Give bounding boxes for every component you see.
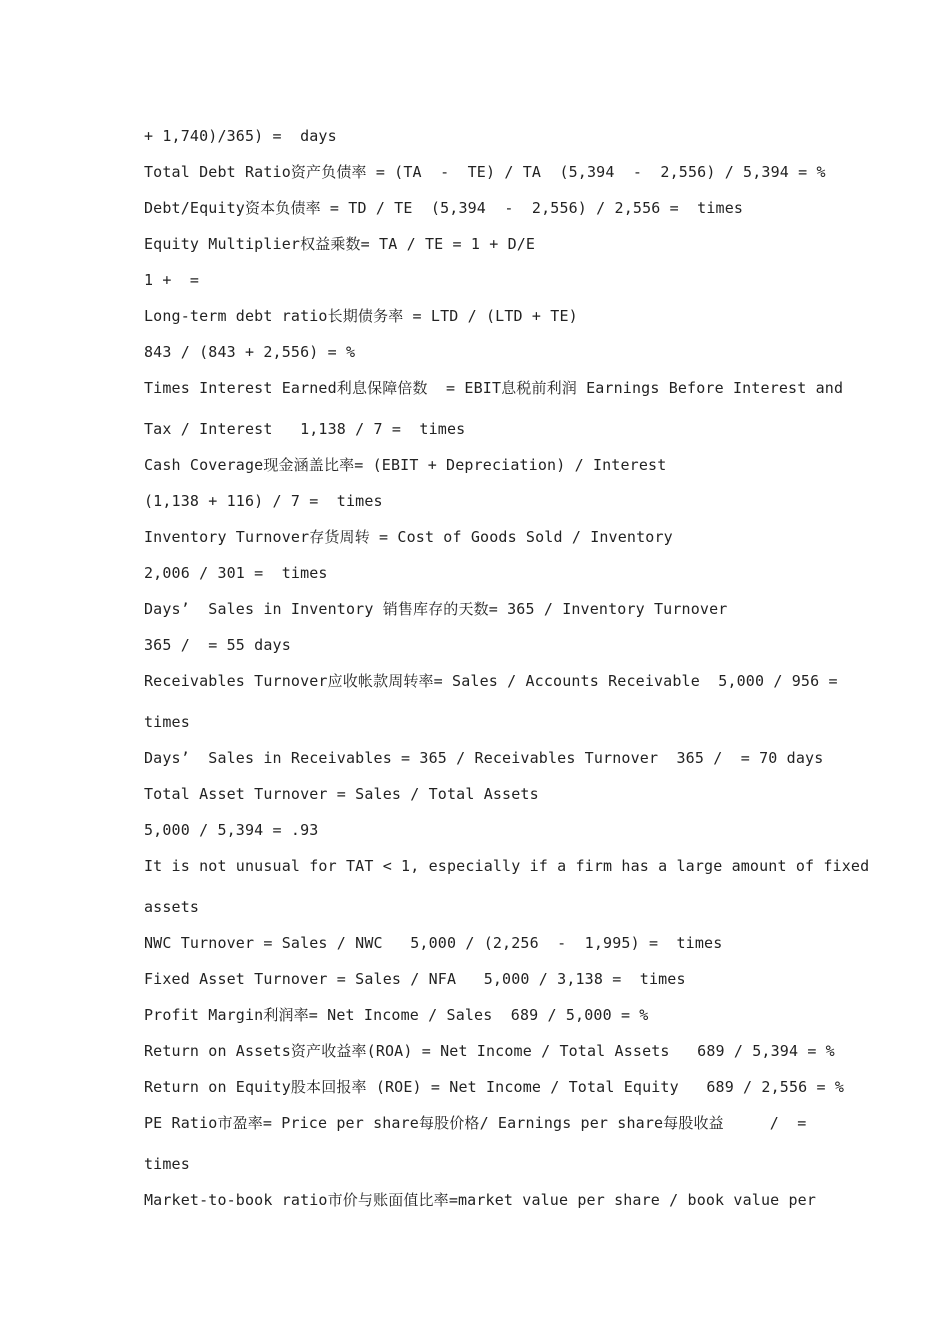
text-line: Inventory Turnover存货周转 = Cost of Goods Sold / Inventory <box>144 528 673 546</box>
text-line: Days’ Sales in Receivables = 365 / Receivables Turnover 365 / = 70 days <box>144 749 824 767</box>
text-line: (1,138 + 116) / 7 = times <box>144 492 383 510</box>
text-line: 5,000 / 5,394 = .93 <box>144 821 319 839</box>
text-line: Tax / Interest 1,138 / 7 = times <box>144 420 466 438</box>
text-line: PE Ratio市盈率= Price per share每股价格/ Earnings per share每股收益 / = <box>144 1114 807 1132</box>
text-line: Total Asset Turnover = Sales / Total Assets <box>144 785 539 803</box>
text-line: Return on Equity股本回报率 (ROE) = Net Income / Total Equity 689 / 2,556 = % <box>144 1078 845 1096</box>
text-line: + 1,740)/365) = days <box>144 127 337 145</box>
text-line: Fixed Asset Turnover = Sales / NFA 5,000 / 3,138 = times <box>144 970 686 988</box>
document-body <box>144 124 870 1224</box>
text-line: Debt/Equity资本负债率 = TD / TE (5,394 - 2,556) / 2,556 = times <box>144 199 744 217</box>
text-line: Long-term debt ratio长期债务率 = LTD / (LTD + TE) <box>144 307 578 325</box>
text-line: NWC Turnover = Sales / NWC 5,000 / (2,256 - 1,995) = times <box>144 934 723 952</box>
text-line: Receivables Turnover应收帐款周转率= Sales / Accounts Receivable 5,000 / 956 = <box>144 672 838 690</box>
text-line: 843 / (843 + 2,556) = % <box>144 343 356 361</box>
text-line: Cash Coverage现金涵盖比率= (EBIT + Depreciation) / Interest <box>144 456 667 474</box>
text-line: Total Debt Ratio资产负债率 = (TA - TE) / TA (5,394 - 2,556) / 5,394 = % <box>144 163 826 181</box>
text-line: Return on Assets资产收益率(ROA) = Net Income / Total Assets 689 / 5,394 = % <box>144 1042 835 1060</box>
text-line: Market-to-book ratio市价与账面值比率=market value per share / book value per <box>144 1191 817 1209</box>
text-line: 365 / = 55 days <box>144 636 291 654</box>
text-line: Days’ Sales in Inventory 销售库存的天数= 365 / Inventory Turnover <box>144 600 728 618</box>
text-line: 2,006 / 301 = times <box>144 564 328 582</box>
text-line: assets <box>144 898 200 916</box>
text-line: times <box>144 1155 190 1173</box>
text-line: times <box>144 713 190 731</box>
text-line: It is not unusual for TAT < 1, especially if a firm has a large amount of fixed <box>144 857 870 875</box>
text-line: 1 + = <box>144 271 200 289</box>
text-line: Times Interest Earned利息保障倍数 = EBIT息税前利润 Earnings Before Interest and <box>144 379 844 397</box>
text-line: Equity Multiplier权益乘数= TA / TE = 1 + D/E <box>144 235 536 253</box>
text-line: Profit Margin利润率= Net Income / Sales 689 / 5,000 = % <box>144 1006 649 1024</box>
